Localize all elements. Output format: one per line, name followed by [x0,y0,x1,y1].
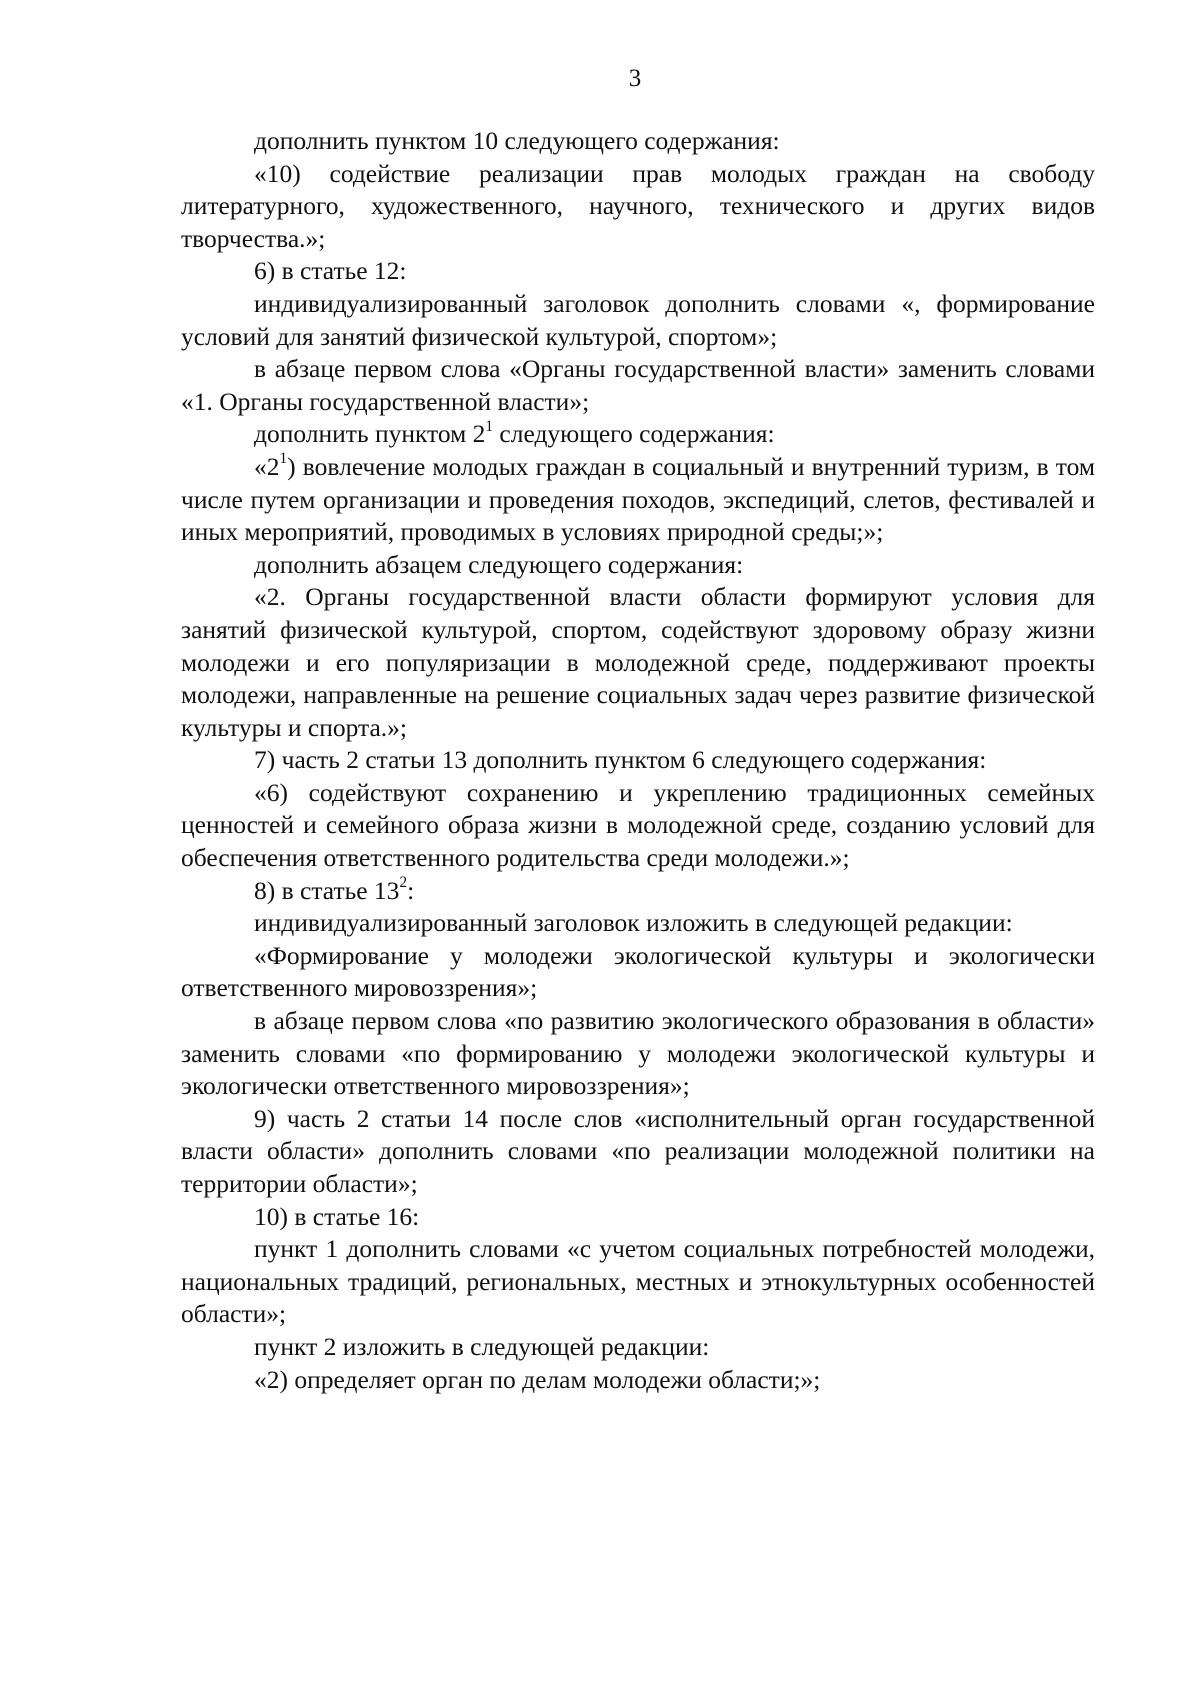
paragraph: 9) часть 2 статьи 14 после слов «исполнительный орган государственной власти области» дополнить словами «по реализации молодежной политики на территории области»; [181,1103,1095,1198]
paragraph-text: ) вовлечение молодых граждан в социальный и внутренний туризм, в том числе путем организации и проведения походов, экспедиций, слетов, фестивалей и иных мероприятий, проводимых в условиях природной среды;»; [181,451,1095,547]
paragraph [181,875,1095,908]
paragraph [181,418,1095,451]
paragraph [181,451,1095,549]
paragraph: в абзаце первом слова «Органы государственной власти» заменить словами «1. Органы государственной власти»; [181,354,1095,416]
paragraph: 6) в статье 12: [254,256,407,286]
paragraph: индивидуализированный заголовок изложить в следующей редакции: [254,908,1013,938]
paragraph: пункт 2 изложить в следующей редакции: [254,1331,710,1361]
page-number: 3 [628,65,642,92]
paragraph: «Формирование у молодежи экологической культуры и экологически ответственного мировоззрения»; [181,940,1095,1003]
paragraph-text: следующего содержания: [493,419,775,449]
paragraph: 10) в статье 16: [254,1201,420,1231]
paragraph: пункт 1 дополнить словами «с учетом социальных потребностей молодежи, национальных традиций, региональных, местных и этнокультурных особенностей области»; [181,1234,1095,1329]
superscript: 1 [279,450,288,468]
paragraph: «2. Органы государственной власти области формируют условия для занятий физической культурой, спортом, содействуют здоровому образу жизни молодежи и его популяризации в молодежной среде, поддерживают проекты молодежи, направленные на решение социальных задач через развитие физической культуры и спорта.»; [181,582,1095,742]
paragraph-text: 8) в статье 13 [254,875,400,905]
paragraph-text: : [407,875,415,905]
paragraph-text: дополнить пунктом 2 [254,419,486,449]
document-body [181,125,1095,1396]
paragraph: дополнить пунктом 10 следующего содержания: [254,126,780,155]
paragraph: в абзаце первом слова «по развитию экологического образования в области» заменить словами «по формированию у молодежи экологической культуры и экологически ответственного мировоззрения»; [181,1006,1095,1101]
paragraph: 7) часть 2 статьи 13 дополнить пунктом 6 следующего содержания: [254,745,987,775]
paragraph: «10) содействие реализации прав молодых граждан на свободу литературного, художественного, научного, технического и других видов творчества.»; [181,158,1095,253]
paragraph-text: «2 [254,451,280,481]
paragraph: «6) содействуют сохранению и укреплению традиционных семейных ценностей и семейного образа жизни в молодежной среде, созданию условий для обеспечения ответственного родительства среди молодежи.»; [181,777,1095,873]
paragraph: дополнить абзацем следующего содержания: [254,549,744,579]
paragraph: индивидуализированный заголовок дополнить словами «, формирование условий для занятий физической культурой, спортом»; [181,288,1095,351]
paragraph: «2) определяет орган по делам молодежи области;»; [254,1364,821,1394]
superscript: 2 [399,873,408,891]
superscript: 1 [485,417,494,435]
